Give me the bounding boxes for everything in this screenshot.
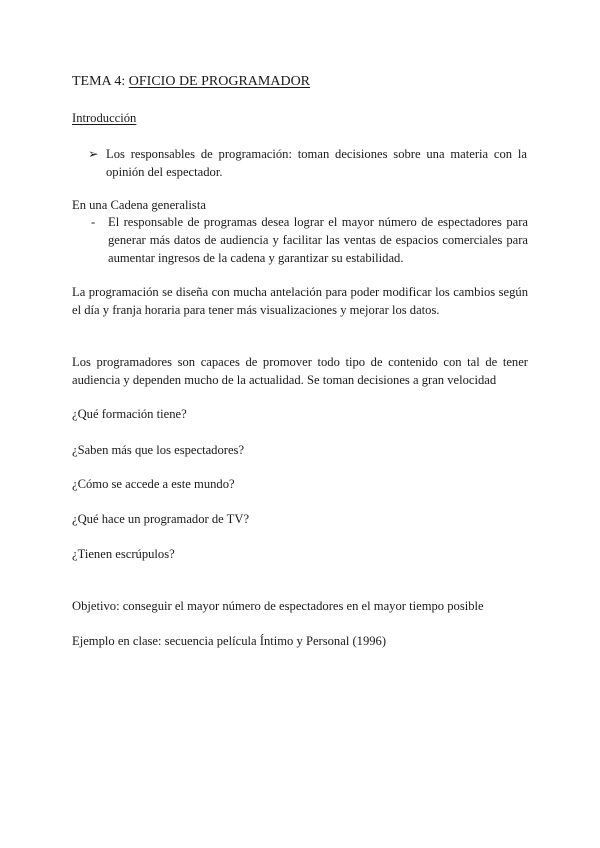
dash-text: El responsable de programas desea lograr el mayor número de espectadores para generar más datos de audiencia y facilitar las ventas de espacios comerciales para aumentar ingresos de la cadena y garantizar su estabilidad.: [108, 215, 528, 265]
cadena-heading: En una Cadena generalista: [72, 198, 206, 212]
question-item: ¿Qué formación tiene?: [72, 407, 187, 421]
question-item: ¿Saben más que los espectadores?: [72, 443, 245, 457]
ejemplo-line: Ejemplo en clase: secuencia película Íntimo y Personal (1996): [72, 634, 387, 648]
question-item: ¿Tienen escrúpulos?: [72, 547, 175, 561]
question-item: ¿Cómo se accede a este mundo?: [72, 477, 235, 491]
paragraph-programacion: La programación se diseña con mucha antelación para poder modificar los cambios según el día y franja horaria para tener más visualizaciones y mejorar los datos.: [72, 285, 528, 317]
title-main: OFICIO DE PROGRAMADOR: [128, 74, 311, 89]
objetivo-line: Objetivo: conseguir el mayor número de espectadores en el mayor tiempo posible: [72, 599, 484, 613]
bullet-text: Los responsables de programación: toman decisiones sobre una materia con la opinión del espectador.: [106, 147, 527, 179]
page-title: [72, 73, 310, 91]
intro-heading: Introducción: [72, 111, 137, 125]
question-item: ¿Qué hace un programador de TV?: [72, 512, 250, 526]
arrow-bullet-icon: ➢: [88, 147, 99, 161]
dash-bullet-icon: -: [91, 215, 96, 229]
title-prefix: TEMA 4:: [72, 74, 126, 89]
paragraph-programadores: Los programadores son capaces de promover todo tipo de contenido con tal de tener audiencia y dependen mucho de la actualidad. Se toman decisiones a gran velocidad: [72, 355, 528, 387]
